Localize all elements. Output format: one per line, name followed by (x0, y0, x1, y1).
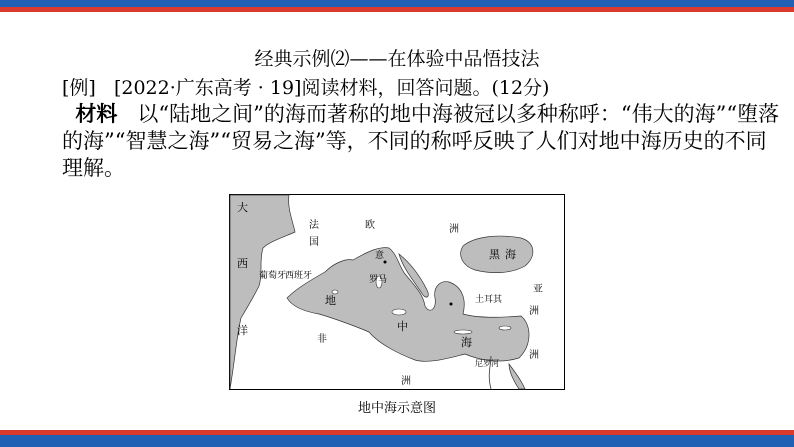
material-text: 以“陆地之间”的海而著称的地中海被冠以多种称呼：“伟大的海”“堕落的海”“智慧之海”“贸易之海”等，不同的称呼反映了人们对地中海历史的不同理解。 (62, 102, 780, 180)
label-fa: 法 (309, 220, 319, 231)
material-paragraph (62, 100, 782, 182)
label-zhou4: 洲 (529, 350, 539, 361)
label-xi: 西 (237, 257, 248, 270)
label-putao: 葡萄牙 (259, 271, 287, 281)
question-line (62, 73, 549, 100)
top-blue-stripe (0, 0, 794, 7)
label-hai2: 海 (461, 336, 472, 349)
mediterranean-map (229, 194, 565, 390)
label-da: 大 (237, 201, 248, 214)
label-guo: 国 (309, 237, 319, 248)
label-yang: 洋 (237, 324, 248, 337)
label-zhou1: 洲 (449, 224, 459, 235)
label-hei: 黑 (489, 248, 500, 261)
bottom-blue-stripe (0, 435, 794, 447)
label-zhou3: 洲 (401, 376, 411, 387)
label-yi: 意 (375, 251, 385, 261)
label-luoma: 罗马 (369, 275, 388, 285)
question-tag: [例] (62, 77, 96, 99)
label-ya: 亚 (533, 284, 543, 295)
page-heading: 经典示例⑵——在体验中品悟技法 (254, 48, 540, 70)
athens-dot (450, 303, 453, 306)
label-fei: 非 (317, 334, 327, 345)
label-niluohe: 尼罗河 (475, 359, 499, 368)
label-hai1: 海 (505, 248, 516, 261)
label-zhong: 中 (397, 320, 408, 333)
top-color-bar (0, 0, 794, 12)
map-caption: 地中海示意图 (357, 401, 436, 416)
label-xiban: 西班牙 (285, 271, 313, 281)
label-di: 地 (325, 294, 336, 307)
material-label: 材料 (75, 101, 118, 126)
bottom-color-bar (0, 430, 794, 447)
island-cyprus (499, 326, 511, 330)
island-crete (454, 330, 472, 334)
top-red-stripe (0, 7, 794, 12)
label-zhou2: 洲 (529, 306, 539, 317)
label-ou: 欧 (365, 220, 375, 231)
island-sicily (392, 309, 406, 315)
label-tuerqi: 土耳其 (475, 295, 503, 305)
question-source: [2022·广东高考 · 19]阅读材料，回答问题。(12分) (113, 77, 550, 99)
